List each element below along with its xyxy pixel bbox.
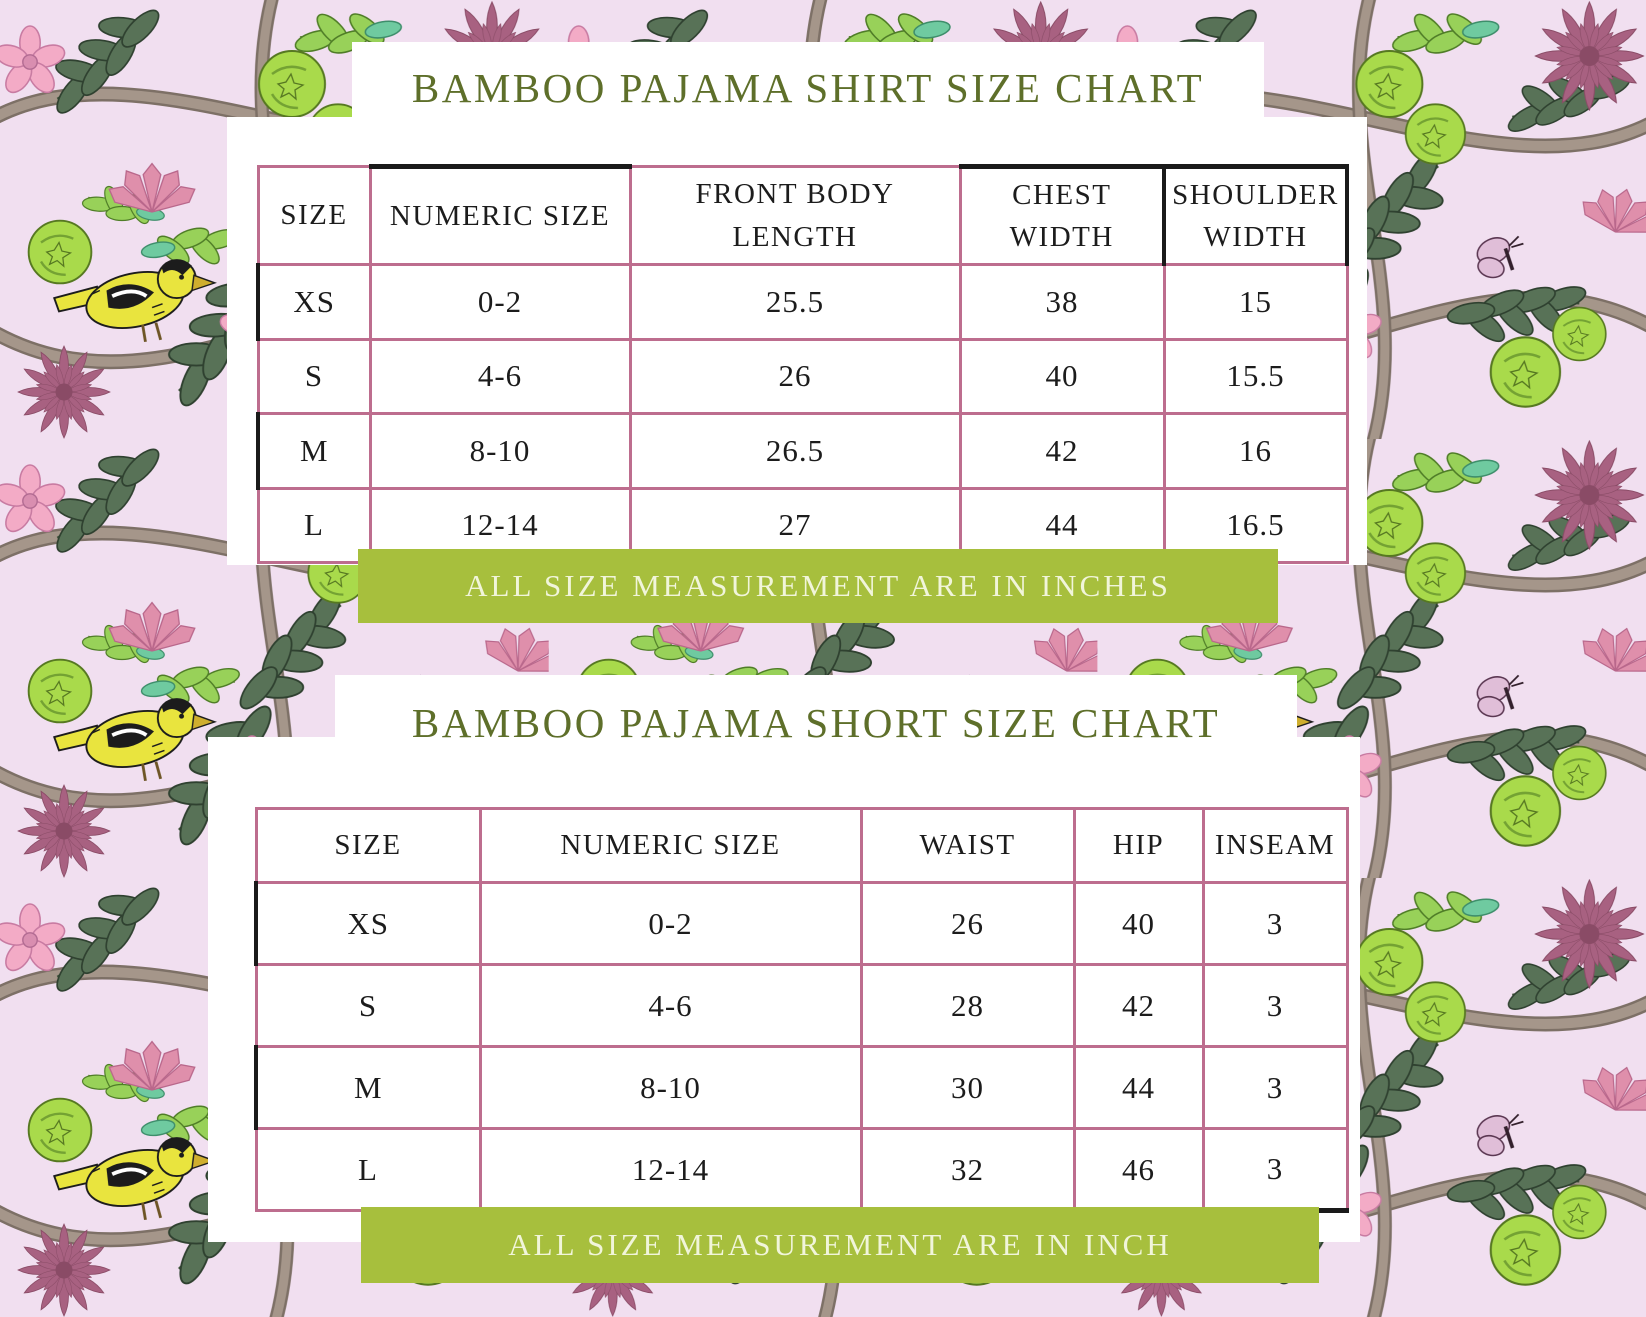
shirt-col-front-body-length [630,167,960,265]
shirt-units-banner: ALL SIZE MEASUREMENT ARE IN INCHES [358,549,1278,623]
table-row [258,339,1347,414]
table-row [256,1047,1347,1129]
short-title-card [335,675,1297,770]
table-cell: 27 [630,488,960,563]
short-col-size [256,809,480,883]
short-col-hip [1074,809,1203,883]
table-cell: 12-14 [370,488,630,563]
table-cell: M [258,414,370,489]
table-cell: 4-6 [370,339,630,414]
table-cell: S [258,339,370,414]
table-cell: 4-6 [480,965,861,1047]
header-label: CHEST WIDTH [1009,178,1114,253]
table-cell: 0-2 [480,883,861,965]
table-cell: 8-10 [370,414,630,489]
header-label: INSEAM [1214,829,1336,862]
short-col-numeric-size [480,809,861,883]
short-size-table [254,807,1349,1213]
table-cell: 40 [1074,883,1203,965]
shirt-chart-title: BAMBOO PAJAMA SHIRT SIZE CHART [411,65,1205,111]
table-cell: 15.5 [1164,339,1347,414]
table-cell: 40 [960,339,1164,414]
table-cell: 42 [960,414,1164,489]
table-row [258,265,1347,340]
shirt-size-table [256,164,1349,564]
table-cell: 42 [1074,965,1203,1047]
table-cell: 12-14 [480,1129,861,1211]
table-row [256,965,1347,1047]
table-row [258,414,1347,489]
header-label: HIP [1112,829,1165,862]
table-cell: L [256,1129,480,1211]
table-cell: 44 [1074,1047,1203,1129]
table-cell: 44 [960,488,1164,563]
table-cell: 30 [861,1047,1074,1129]
table-cell: 16.5 [1164,488,1347,563]
table-cell: 3 [1203,965,1347,1047]
header-label: FRONT BODY LENGTH [695,178,895,253]
table-cell: 26 [630,339,960,414]
header-label: SHOULDER WIDTH [1172,178,1339,253]
table-cell: 26 [861,883,1074,965]
shirt-header-row [258,167,1347,265]
table-cell: 38 [960,265,1164,340]
shirt-col-size [258,167,370,265]
table-cell: 8-10 [480,1047,861,1129]
table-cell: 46 [1074,1129,1203,1211]
table-cell: 15 [1164,265,1347,340]
table-cell: 3 [1203,1129,1347,1211]
short-header-row [256,809,1347,883]
table-cell: 16 [1164,414,1347,489]
short-chart-title: BAMBOO PAJAMA SHORT SIZE CHART [411,699,1221,746]
short-col-waist [861,809,1074,883]
table-cell: 3 [1203,1047,1347,1129]
table-cell: 32 [861,1129,1074,1211]
header-label: NUMERIC SIZE [389,199,611,232]
table-cell: XS [258,265,370,340]
table-cell: M [256,1047,480,1129]
short-units-banner: ALL SIZE MEASUREMENT ARE IN INCH [361,1207,1319,1283]
table-row [256,1129,1347,1211]
table-cell: S [256,965,480,1047]
shirt-title-card [352,42,1264,134]
shirt-col-numeric-size [370,167,630,265]
table-row [256,883,1347,965]
table-cell: L [258,488,370,563]
table-cell: 26.5 [630,414,960,489]
header-label: NUMERIC SIZE [560,829,781,862]
table-cell: XS [256,883,480,965]
shirt-col-shoulder-width [1164,167,1347,265]
table-cell: 25.5 [630,265,960,340]
table-cell: 0-2 [370,265,630,340]
short-col-inseam [1203,809,1347,883]
table-cell: 28 [861,965,1074,1047]
header-label: WAIST [919,829,1016,862]
shirt-col-chest-width [960,167,1164,265]
table-cell: 3 [1203,883,1347,965]
header-label: SIZE [280,199,348,232]
header-label: SIZE [334,829,402,862]
